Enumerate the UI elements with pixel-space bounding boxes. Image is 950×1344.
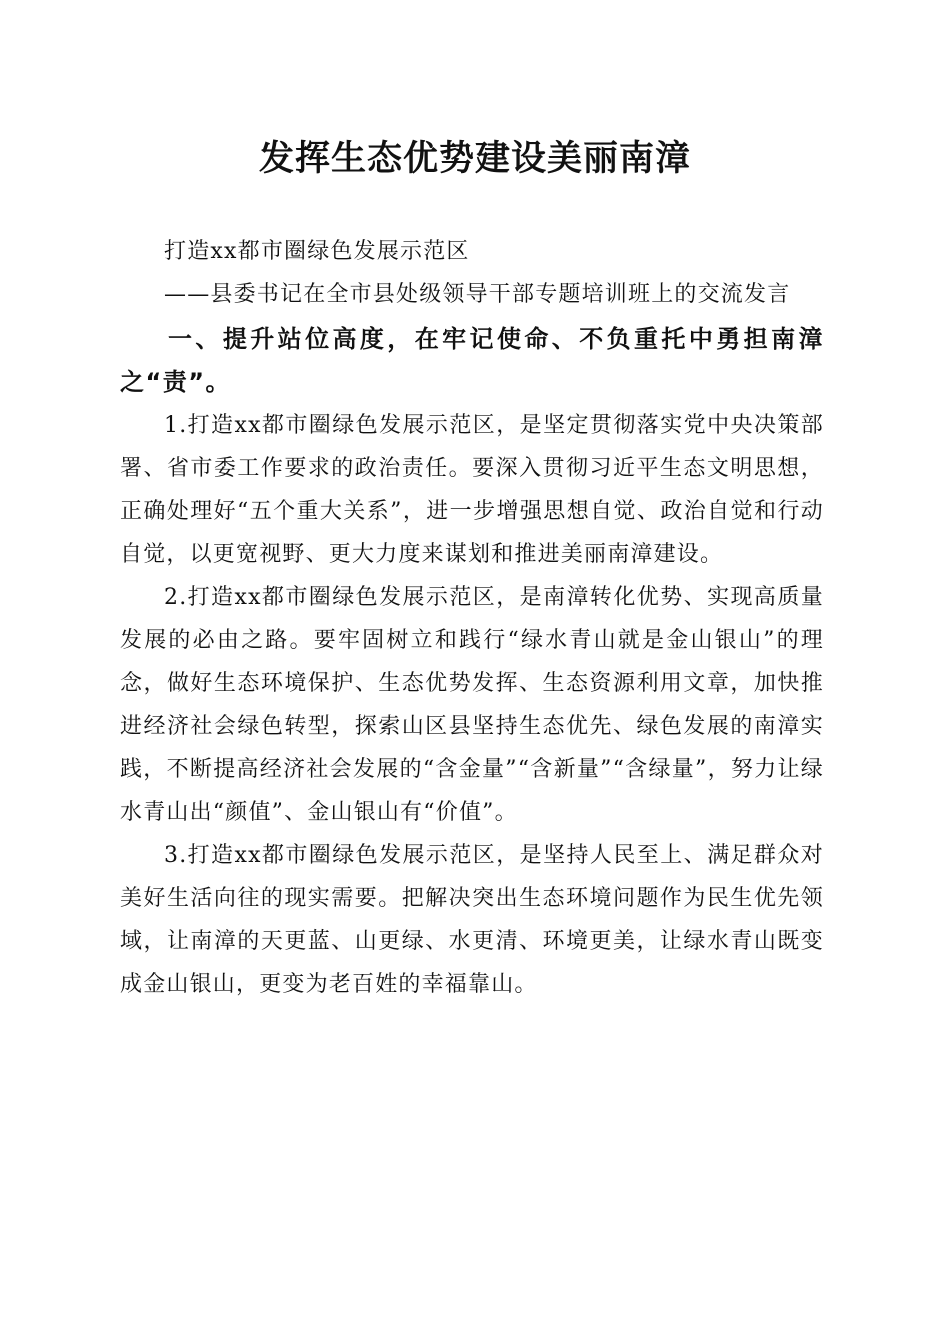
- paragraph-2: 2.打造xx都市圈绿色发展示范区，是南漳转化优势、实现高质量发展的必由之路。要牢固树立和践行“绿水青山就是金山银山”的理念，做好生态环境保护、生态优势发挥、生态资源利用文章，加快推进经济社会绿色转型，探索山区县坚持生态优先、绿色发展的南漳实践，不断提高经济社会发展的“含金量”“含新量”“含绿量”，努力让绿水青山出“颜值”、金山银山有“价值”。: [120, 585, 824, 825]
- section-heading: 一、提升站位高度，在牢记使命、不负重托中勇担南漳之“责”。: [120, 325, 824, 396]
- document-subtitle: 打造xx都市圈绿色发展示范区: [164, 239, 470, 264]
- paragraph-3: 3.打造xx都市圈绿色发展示范区，是坚持人民至上、满足群众对美好生活向往的现实需要。把解决突出生态环境问题作为民生优先领域，让南漳的天更蓝、山更绿、水更清、环境更美，让绿水青山既变成金山银山，更变为老百姓的幸福靠山。: [120, 843, 824, 997]
- document-title: 发挥生态优势建设美丽南漳: [258, 138, 691, 179]
- document-body: [120, 230, 824, 1006]
- document-byline: ——县委书记在全市县处级领导干部专题培训班上的交流发言: [164, 282, 791, 307]
- paragraph-1: 1.打造xx都市圈绿色发展示范区，是坚定贯彻落实党中央决策部署、省市委工作要求的政治责任。要深入贯彻习近平生态文明思想，正确处理好“五个重大关系”，进一步增强思想自觉、政治自觉和行动自觉，以更宽视野、更大力度来谋划和推进美丽南漳建设。: [120, 413, 824, 567]
